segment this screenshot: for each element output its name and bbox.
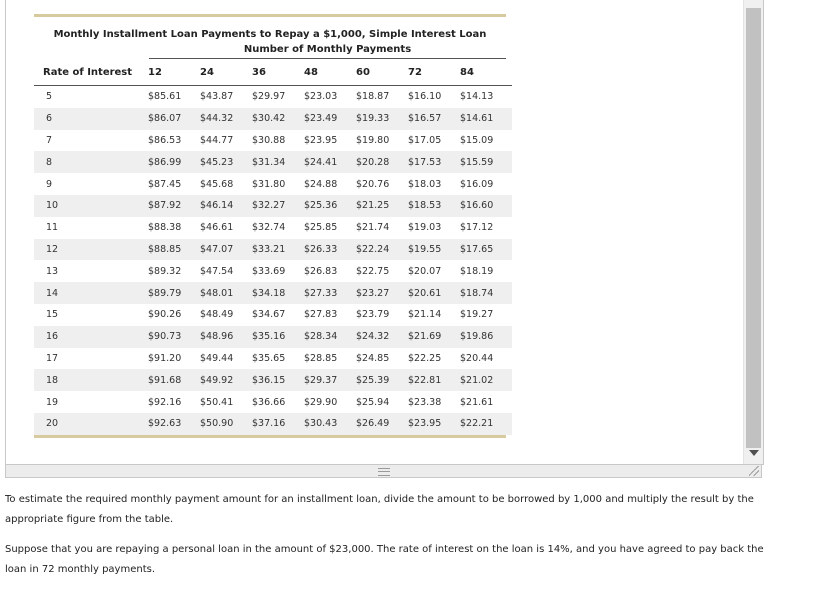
payment-cell: $32.74 bbox=[252, 222, 286, 234]
payment-cell: $43.87 bbox=[200, 91, 234, 103]
column-header: 48 bbox=[304, 59, 356, 86]
payment-cell: $44.77 bbox=[200, 134, 234, 146]
rate-header: Rate of Interest bbox=[34, 59, 148, 86]
rate-cell: 20 bbox=[34, 413, 148, 435]
rate-cell: 13 bbox=[46, 265, 59, 277]
payment-cell: $18.03 bbox=[408, 178, 442, 190]
payment-cell: $48.49 bbox=[200, 309, 234, 321]
table-row bbox=[34, 326, 512, 348]
triangle-down-icon[interactable] bbox=[749, 450, 759, 456]
payment-cell: $21.25 bbox=[356, 195, 408, 217]
payment-cell: $45.68 bbox=[200, 178, 234, 190]
payment-cell: $35.65 bbox=[252, 352, 286, 364]
loan-payment-table bbox=[34, 59, 512, 435]
payment-cell: $91.20 bbox=[148, 352, 182, 364]
payment-cell: $33.69 bbox=[252, 265, 286, 277]
payment-cell: $49.92 bbox=[200, 369, 252, 391]
rate-cell: 12 bbox=[34, 239, 148, 261]
rate-cell: 7 bbox=[46, 134, 53, 146]
payment-cell: $48.96 bbox=[200, 326, 252, 348]
payment-cell: $30.42 bbox=[252, 108, 304, 130]
payment-cell: $19.27 bbox=[460, 309, 494, 321]
payment-cell: $86.99 bbox=[148, 151, 200, 173]
table-row bbox=[34, 413, 512, 435]
payment-cell: $21.02 bbox=[460, 369, 512, 391]
table-row bbox=[34, 304, 512, 326]
payment-cell: $85.61 bbox=[148, 91, 182, 103]
resize-bar[interactable] bbox=[5, 464, 762, 478]
payment-cell: $29.97 bbox=[252, 91, 286, 103]
rate-cell: 16 bbox=[34, 326, 148, 348]
payment-cell: $23.38 bbox=[408, 396, 442, 408]
payment-cell: $31.34 bbox=[252, 151, 304, 173]
payment-cell: $33.21 bbox=[252, 239, 304, 261]
payment-cell: $89.32 bbox=[148, 265, 182, 277]
rate-cell: 10 bbox=[34, 195, 148, 217]
scroll-thumb[interactable] bbox=[746, 8, 761, 448]
payment-cell: $87.45 bbox=[148, 178, 182, 190]
payment-cell: $28.85 bbox=[304, 352, 338, 364]
payment-cell: $50.90 bbox=[200, 413, 252, 435]
payment-cell: $46.61 bbox=[200, 222, 234, 234]
payment-cell: $24.32 bbox=[356, 326, 408, 348]
payment-cell: $20.61 bbox=[408, 282, 460, 304]
payment-cell: $25.39 bbox=[356, 369, 408, 391]
payment-cell: $37.16 bbox=[252, 413, 304, 435]
rate-cell: 19 bbox=[46, 396, 59, 408]
rate-cell: 17 bbox=[46, 352, 59, 364]
payment-cell: $23.95 bbox=[304, 134, 338, 146]
payment-cell: $17.05 bbox=[408, 134, 442, 146]
rate-cell: 14 bbox=[34, 282, 148, 304]
payment-cell: $91.68 bbox=[148, 369, 200, 391]
payment-cell: $20.07 bbox=[408, 265, 442, 277]
payment-cell: $21.61 bbox=[460, 396, 494, 408]
vertical-scrollbar[interactable] bbox=[743, 0, 763, 464]
table-frame bbox=[5, 0, 764, 465]
payment-cell: $24.85 bbox=[356, 352, 390, 364]
payment-cell: $21.69 bbox=[408, 326, 460, 348]
payment-cell: $89.79 bbox=[148, 282, 200, 304]
payment-cell: $36.66 bbox=[252, 396, 286, 408]
payment-cell: $17.12 bbox=[460, 222, 494, 234]
payment-cell: $22.81 bbox=[408, 369, 460, 391]
payment-cell: $45.23 bbox=[200, 151, 252, 173]
payment-cell: $14.13 bbox=[460, 91, 494, 103]
table-row bbox=[34, 260, 512, 282]
instruction-paragraph-2: Suppose that you are repaying a personal loan in the amount of $23,000. The rate of interest on the loan is 14%, and you have agreed to pay back the loan in 72 monthly payments. bbox=[5, 544, 764, 575]
table-row bbox=[34, 130, 512, 152]
payment-cell: $19.86 bbox=[460, 326, 512, 348]
payment-cell: $35.16 bbox=[252, 326, 304, 348]
payment-cell: $18.19 bbox=[460, 265, 494, 277]
payment-cell: $23.49 bbox=[304, 108, 356, 130]
payment-cell: $92.16 bbox=[148, 396, 182, 408]
payment-cell: $24.88 bbox=[304, 178, 338, 190]
payment-cell: $27.83 bbox=[304, 309, 338, 321]
payment-cell: $20.76 bbox=[356, 178, 390, 190]
payment-cell: $34.67 bbox=[252, 309, 286, 321]
column-header: 60 bbox=[356, 59, 408, 86]
payment-cell: $16.10 bbox=[408, 91, 442, 103]
table-row bbox=[34, 173, 512, 195]
column-header: 72 bbox=[408, 59, 460, 86]
table-row bbox=[34, 239, 512, 261]
payment-cell: $25.85 bbox=[304, 222, 338, 234]
payment-cell: $88.85 bbox=[148, 239, 200, 261]
table-row bbox=[34, 217, 512, 239]
payment-cell: $26.49 bbox=[356, 413, 408, 435]
table-header-row bbox=[34, 59, 512, 86]
payment-cell: $25.36 bbox=[304, 195, 356, 217]
payment-cell: $23.79 bbox=[356, 309, 390, 321]
rate-cell: 8 bbox=[34, 151, 148, 173]
payment-cell: $25.94 bbox=[356, 396, 390, 408]
bottom-rule bbox=[34, 435, 506, 438]
payment-cell: $17.65 bbox=[460, 239, 512, 261]
table-row bbox=[34, 151, 512, 173]
rate-cell: 18 bbox=[34, 369, 148, 391]
payment-cell: $19.55 bbox=[408, 239, 460, 261]
payment-cell: $14.61 bbox=[460, 108, 512, 130]
table-row bbox=[34, 108, 512, 130]
payment-cell: $19.80 bbox=[356, 134, 390, 146]
payment-cell: $90.73 bbox=[148, 326, 200, 348]
payment-cell: $30.43 bbox=[304, 413, 356, 435]
payment-cell: $30.88 bbox=[252, 134, 286, 146]
resize-corner-icon[interactable] bbox=[749, 466, 759, 476]
payment-cell: $21.14 bbox=[408, 309, 442, 321]
payment-cell: $92.63 bbox=[148, 413, 200, 435]
table-row bbox=[34, 348, 512, 370]
payment-cell: $34.18 bbox=[252, 282, 304, 304]
rate-cell: 15 bbox=[46, 309, 59, 321]
payment-cell: $23.27 bbox=[356, 282, 408, 304]
rate-cell: 5 bbox=[46, 91, 53, 103]
loan-table-container bbox=[34, 14, 506, 438]
payment-cell: $18.74 bbox=[460, 282, 512, 304]
payment-cell: $20.28 bbox=[356, 151, 408, 173]
payment-cell: $23.03 bbox=[304, 91, 338, 103]
table-row bbox=[34, 369, 512, 391]
payment-cell: $18.53 bbox=[408, 195, 460, 217]
table-row bbox=[34, 86, 512, 108]
payment-cell: $26.83 bbox=[304, 265, 338, 277]
payment-cell: $15.59 bbox=[460, 151, 512, 173]
payment-cell: $44.32 bbox=[200, 108, 252, 130]
payment-cell: $31.80 bbox=[252, 178, 286, 190]
payment-cell: $22.75 bbox=[356, 265, 390, 277]
payment-cell: $48.01 bbox=[200, 282, 252, 304]
table-subtitle: Number of Monthly Payments bbox=[149, 41, 506, 59]
payment-cell: $16.57 bbox=[408, 108, 460, 130]
rate-cell: 6 bbox=[34, 108, 148, 130]
payment-cell: $90.26 bbox=[148, 309, 182, 321]
payment-cell: $22.24 bbox=[356, 239, 408, 261]
rate-cell: 11 bbox=[46, 222, 59, 234]
payment-cell: $32.27 bbox=[252, 195, 304, 217]
column-header: 12 bbox=[148, 59, 200, 86]
table-title: Monthly Installment Loan Payments to Repay a $1,000, Simple Interest Loan bbox=[53, 29, 487, 40]
instruction-paragraph-1: To estimate the required monthly payment amount for an installment loan, divide the amount to be borrowed by 1,000 and multiply the result by the appropriate figure from the table. bbox=[5, 494, 754, 525]
column-header: 24 bbox=[200, 59, 252, 86]
column-header: 36 bbox=[252, 59, 304, 86]
payment-cell: $88.38 bbox=[148, 222, 182, 234]
payment-cell: $29.90 bbox=[304, 396, 338, 408]
payment-cell: $20.44 bbox=[460, 352, 494, 364]
payment-cell: $46.14 bbox=[200, 195, 252, 217]
payment-cell: $28.34 bbox=[304, 326, 356, 348]
table-row bbox=[34, 282, 512, 304]
column-header: 84 bbox=[460, 59, 512, 86]
payment-cell: $47.54 bbox=[200, 265, 234, 277]
table-row bbox=[34, 195, 512, 217]
payment-cell: $15.09 bbox=[460, 134, 494, 146]
rate-cell: 9 bbox=[46, 178, 53, 190]
table-row bbox=[34, 391, 512, 413]
payment-cell: $17.53 bbox=[408, 151, 460, 173]
payment-cell: $23.95 bbox=[408, 413, 460, 435]
payment-cell: $29.37 bbox=[304, 369, 356, 391]
payment-cell: $47.07 bbox=[200, 239, 252, 261]
payment-cell: $22.21 bbox=[460, 413, 512, 435]
payment-cell: $19.03 bbox=[408, 222, 442, 234]
payment-cell: $86.07 bbox=[148, 108, 200, 130]
payment-cell: $86.53 bbox=[148, 134, 182, 146]
payment-cell: $16.60 bbox=[460, 195, 512, 217]
payment-cell: $19.33 bbox=[356, 108, 408, 130]
payment-cell: $22.25 bbox=[408, 352, 442, 364]
payment-cell: $18.87 bbox=[356, 91, 390, 103]
grip-icon[interactable] bbox=[378, 468, 390, 476]
payment-cell: $16.09 bbox=[460, 178, 494, 190]
payment-cell: $50.41 bbox=[200, 396, 234, 408]
payment-cell: $87.92 bbox=[148, 195, 200, 217]
payment-cell: $36.15 bbox=[252, 369, 304, 391]
payment-cell: $27.33 bbox=[304, 282, 356, 304]
payment-cell: $49.44 bbox=[200, 352, 234, 364]
payment-cell: $24.41 bbox=[304, 151, 356, 173]
payment-cell: $21.74 bbox=[356, 222, 390, 234]
payment-cell: $26.33 bbox=[304, 239, 356, 261]
